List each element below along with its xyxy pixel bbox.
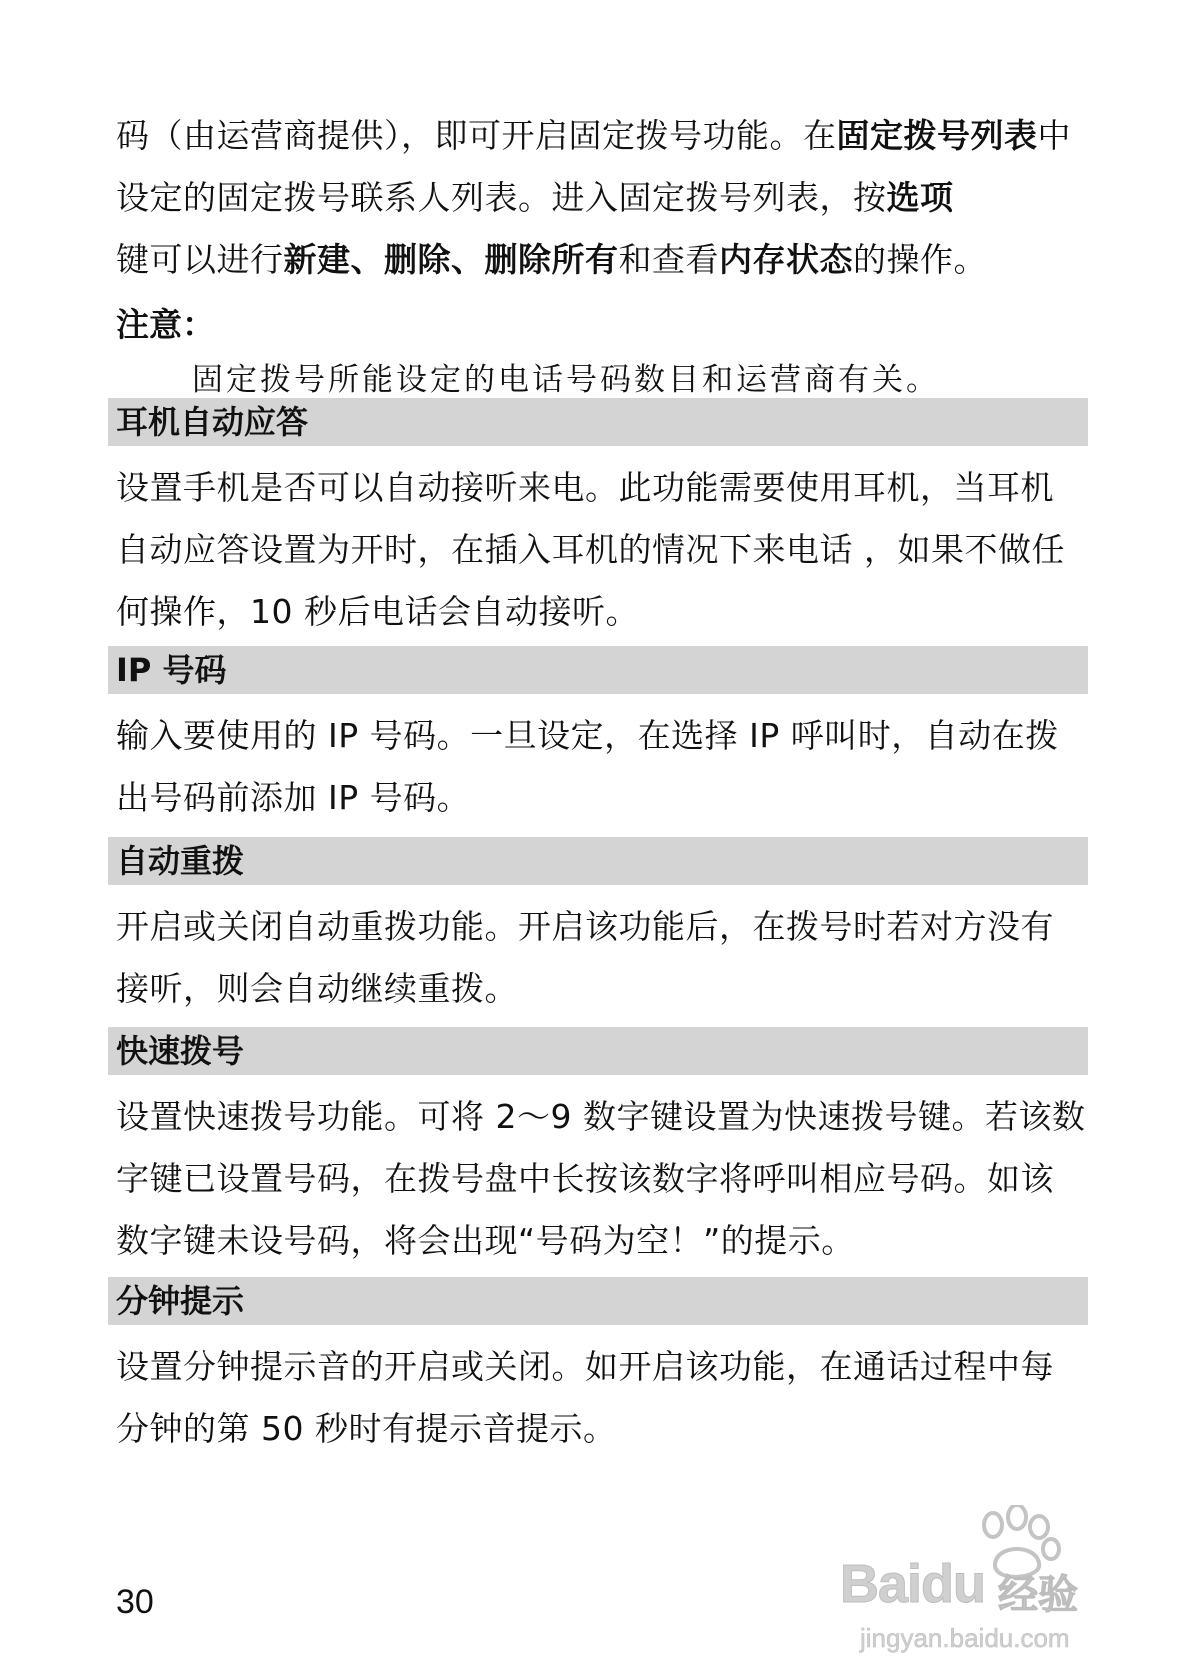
intro-text: 键可以进行 (116, 240, 284, 279)
note-label: 注意： (116, 305, 215, 344)
intro-bold-term: 固定拨号列 (836, 116, 1004, 155)
section-body-auto-redial: 开启或关闭自动重拨功能。开启该功能后，在拨号时若对方没有接听，则会自动继续重拨。 (116, 907, 1054, 1008)
section-body-headset-autoanswer: 设置手机是否可以自动接听来电。此功能需要使用耳机，当耳机自动应答设置为开时，在插入耳机的情况下来电话 ，如果不做任何操作，10 秒后电话会自动接听。 (116, 468, 1065, 631)
intro-bold-term: 表 (1004, 116, 1038, 155)
intro-text: 的操作。 (853, 240, 987, 279)
watermark-sub: 经验 (998, 1572, 1078, 1618)
section-header-headset-autoanswer (108, 398, 1088, 446)
paw-logo-icon (965, 1505, 1065, 1585)
section-title: 自动重拨 (116, 842, 245, 880)
baidu-jingyan-watermark (820, 1505, 1120, 1655)
intro-paragraph (116, 105, 1086, 291)
section-header-auto-redial (108, 837, 1088, 885)
note-body: 固定拨号所能设定的电话号码数目和运营商有关。 (192, 362, 940, 398)
section-body-ip-number: 输入要使用的 IP 号码。一旦设定，在选择 IP 呼叫时，自动在拨出号码前添加 IP 号码。 (116, 716, 1059, 817)
section-body-minute-reminder: 设置分钟提示音的开启或关闭。如开启该功能，在通话过程中每分钟的第 50 秒时有提示音提示。 (116, 1347, 1054, 1448)
intro-text: 和查看 (618, 240, 719, 279)
section-title: 分钟提示 (116, 1282, 245, 1320)
section-header-minute-reminder (108, 1277, 1088, 1325)
section-title: IP 号码 (116, 651, 227, 689)
section-header-ip-number (108, 646, 1088, 694)
intro-bold-term: 选项 (886, 178, 954, 217)
section-header-speed-dial (108, 1027, 1088, 1075)
intro-text: 码（由运营商提供），即可开启固定拨号功能。在 (116, 116, 837, 155)
page-number: 30 (116, 1583, 154, 1621)
watermark-brand: Baidu (840, 1554, 986, 1614)
intro-text: 中设定的固定拨号联系人列表。进入固定拨号列表，按 (116, 116, 1071, 217)
section-title: 耳机自动应答 (116, 403, 309, 441)
intro-bold-term: 新建、删除、删除所有 (283, 240, 619, 279)
section-body-speed-dial: 设置快速拨号功能。可将 2～9 数字键设置为快速拨号键。若该数字键已设置号码，在拨号盘中长按该数字将呼叫相应号码。如该数字键未设号码，将会出现“号码为空！”的提示。 (116, 1097, 1086, 1260)
intro-bold-term: 内存状态 (719, 240, 853, 279)
watermark-url: jingyan.baidu.com (860, 1623, 1070, 1653)
section-title: 快速拨号 (116, 1032, 245, 1070)
